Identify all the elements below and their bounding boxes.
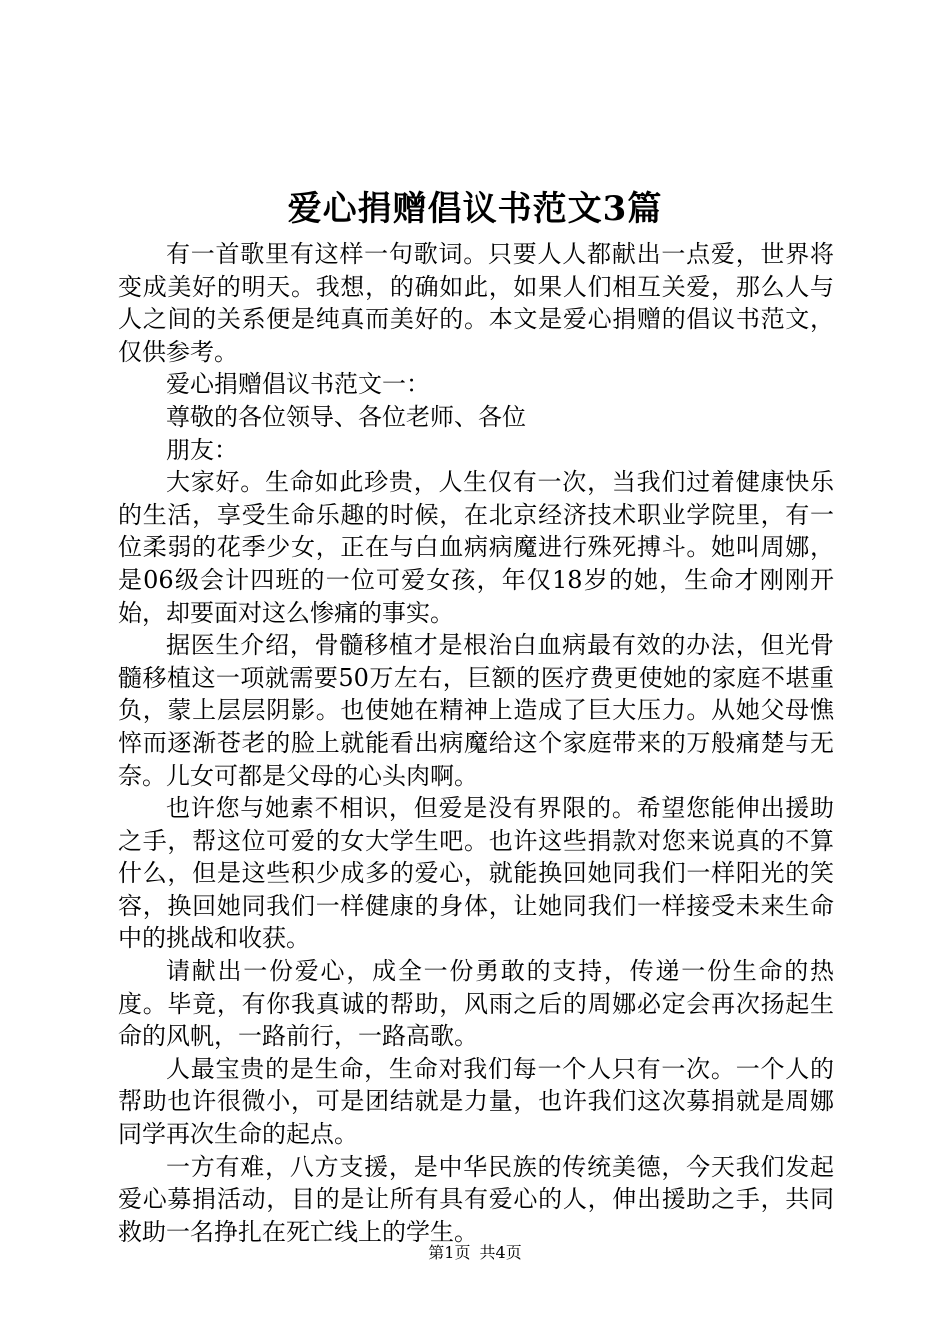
paragraph-body: 请献出一份爱心，成全一份勇敢的支持，传递一份生命的热度。毕竟，有你我真诚的帮助，风雨之后的周娜必定会再次扬起生命的风帆，一路前行，一路高歌。 [118,957,834,1051]
paragraph-body: 也许您与她素不相识，但爱是没有界限的。希望您能伸出援助之手，帮这位可爱的女大学生吧。也许这些捐款对您来说真的不算什么，但是这些积少成多的爱心，就能换回她同我们一样阳光的笑容，换回她同我们一样健康的身体，让她同我们一样接受未来生命中的挑战和收获。 [118,794,834,953]
paragraph-intro: 有一首歌里有这样一句歌词。只要人人都献出一点爱，世界将变成美好的明天。我想，的确如此，如果人们相互关爱，那么人与人之间的关系便是纯真而美好的。本文是爱心捐赠的倡议书范文，仅供参考。 [118,240,834,366]
page-number: 第1页 [428,1243,471,1262]
paragraph-salutation-cont: 朋友： [166,435,238,464]
paragraph-body: 人最宝贵的是生命，生命对我们每一个人只有一次。一个人的帮助也许很微小，可是团结就是力量，也许我们这次募捐就是周娜同学再次生命的起点。 [118,1054,834,1149]
paragraph-body: 一方有难，八方支援，是中华民族的传统美德，今天我们发起爱心募捐活动，目的是让所有具有爱心的人，伸出援助之手，共同救助一名挣扎在死亡线上的学生。 [118,1152,834,1246]
paragraph-sample-heading: 爱心捐赠倡议书范文一： [166,370,430,399]
paragraph-body: 大家好。生命如此珍贵，人生仅有一次，当我们过着健康快乐的生活，享受生命乐趣的时候，在北京经济技术职业学院里，有一位柔弱的花季少女，正在与白血病病魔进行殊死搏斗。她叫周娜，是06级会计四班的一位可爱女孩，年仅18岁的她，生命才刚刚开始，却要面对这么惨痛的事实。 [118,468,834,627]
paragraph-salutation: 尊敬的各位领导、各位老师、各位 [166,402,526,431]
page-footer [0,1242,950,1264]
document-title: 爱心捐赠倡议书范文3篇 [287,189,663,229]
paragraph-body: 据医生介绍，骨髓移植才是根治白血病最有效的办法，但光骨髓移植这一项就需要50万左右，巨额的医疗费更使她的家庭不堪重负，蒙上层层阴影。也使她在精神上造成了巨大压力。从她父母憔悴而逐渐苍老的脸上就能看出病魔给这个家庭带来的万般痛楚与无奈。儿女可都是父母的心头肉啊。 [118,631,834,790]
document-body [118,238,834,1248]
page-total: 共4页 [479,1243,522,1262]
